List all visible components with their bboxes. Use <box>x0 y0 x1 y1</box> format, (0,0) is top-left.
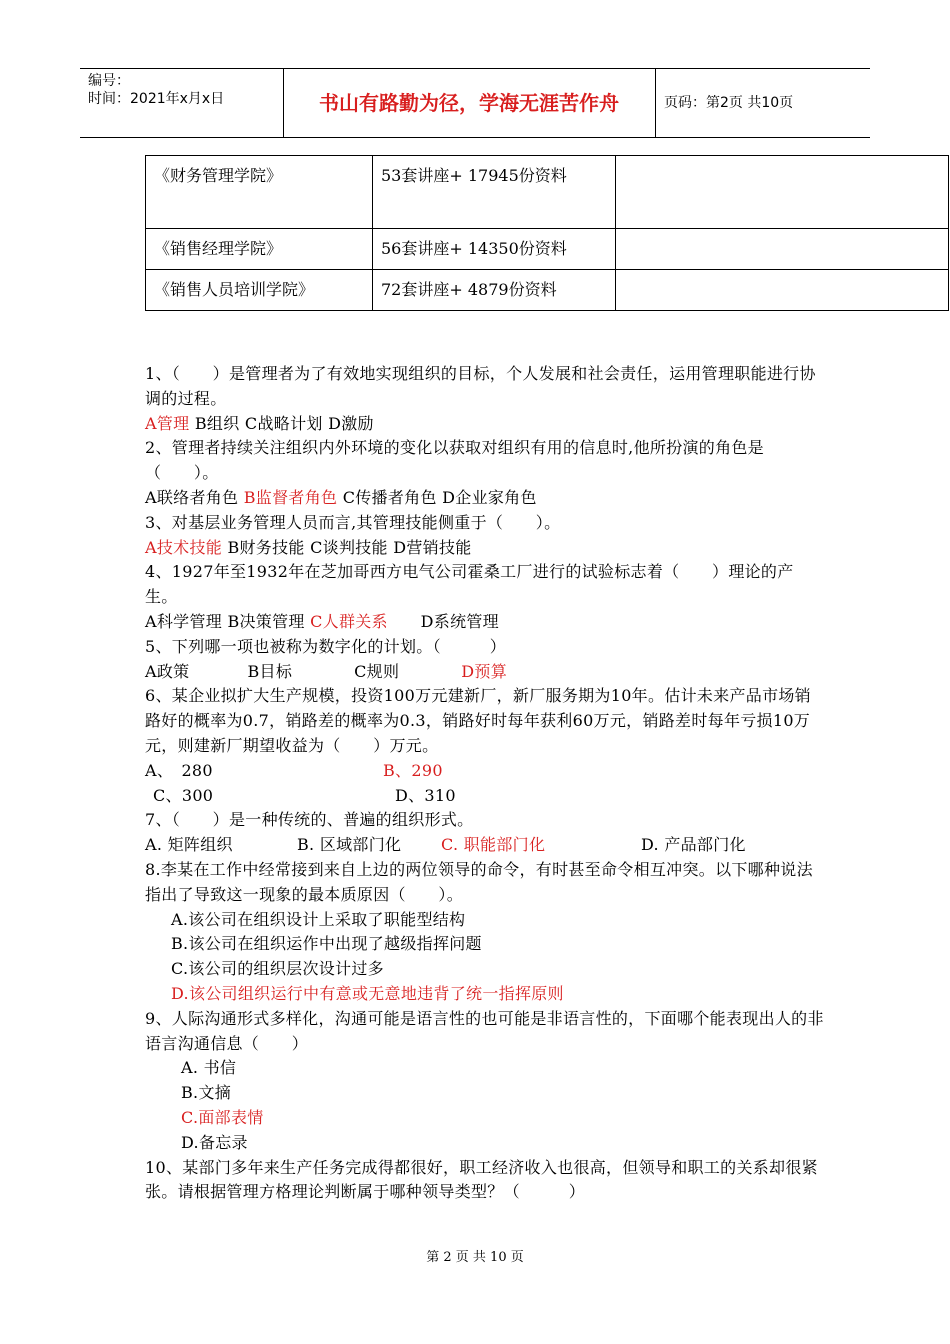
option: D系统管理 <box>420 611 499 631</box>
question-stem: 2、管理者持续关注组织内外环境的变化以获取对组织有用的信息时,他所扮演的角色是（ ）。 <box>145 438 764 483</box>
option: B组织 <box>194 413 240 433</box>
question-options <box>145 412 825 437</box>
option: C谈判技能 <box>310 537 388 557</box>
number-label: 编号： <box>88 73 130 89</box>
resource-extra <box>616 229 949 270</box>
option: D. 产品部门化 <box>641 835 746 855</box>
date-label: 时间：2021年x月x日 <box>88 91 225 107</box>
resource-name: 《财务管理学院》 <box>146 156 373 229</box>
page-header <box>80 68 870 138</box>
header-page-number: 页码：第2页 共10页 <box>664 95 794 111</box>
question-options <box>145 660 825 685</box>
page-footer: 第 2 页 共 10 页 <box>426 1250 524 1265</box>
question-options <box>145 610 825 635</box>
option: B. 区域部门化 <box>297 835 402 855</box>
table-row <box>146 270 949 311</box>
option-correct: B、290 <box>383 760 443 780</box>
question-stem: 5、下列哪一项也被称为数字化的计划。（ ） <box>145 636 507 656</box>
option-correct: A管理 <box>145 413 190 433</box>
option: A政策 <box>145 661 190 681</box>
option: C战略计划 <box>244 413 323 433</box>
option-correct: D.该公司组织运行中有意或无意地违背了统一指挥原则 <box>171 983 564 1003</box>
option: B目标 <box>247 661 293 681</box>
question-options <box>145 536 825 561</box>
option: D.备忘录 <box>181 1132 248 1152</box>
resource-table <box>145 155 949 311</box>
option: A、 280 <box>145 760 213 780</box>
resource-extra <box>616 156 949 229</box>
option: C规则 <box>354 661 400 681</box>
option: A联络者角色 <box>145 487 239 507</box>
question-stem: 8.李某在工作中经常接到来自上边的两位领导的命令，有时甚至命令相互冲突。以下哪种说法指出了导致这一现象的最本质原因（ ）。 <box>145 859 813 904</box>
resource-name: 《销售经理学院》 <box>146 229 373 270</box>
question-options <box>145 759 825 784</box>
resource-content: 72套讲座+ 4879份资料 <box>373 270 616 311</box>
question-options <box>145 486 825 511</box>
option: B.文摘 <box>181 1083 232 1103</box>
question-stem: 6、某企业拟扩大生产规模，投资100万元建新厂，新厂服务期为10年。估计未来产品市场销路好的概率为0.7，销路差的概率为0.3，销路好时每年获利60万元，销路差时每年亏损10万元，则建新厂期望收益为（ ）万元。 <box>145 686 811 755</box>
question-options <box>145 833 825 858</box>
option: A. 矩阵组织 <box>145 835 233 855</box>
header-divider <box>655 69 656 137</box>
table-row <box>146 229 949 270</box>
question-stem: 1、（ ）是管理者为了有效地实现组织的目标，个人发展和社会责任，运用管理职能进行协调的过程。 <box>145 364 816 408</box>
question-stem: 3、对基层业务管理人员而言,其管理技能侧重于（ ）。 <box>145 512 561 532</box>
option: C、300 <box>153 785 214 805</box>
option: A.该公司在组织设计上采取了职能型结构 <box>171 909 466 929</box>
header-motto: 书山有路勤为径，学海无涯苦作舟 <box>319 91 619 115</box>
resource-name: 《销售人员培训学院》 <box>146 270 373 311</box>
option-correct: B监督者角色 <box>243 487 338 507</box>
question-stem: 7、（ ）是一种传统的、普遍的组织形式。 <box>145 810 474 830</box>
resource-content: 56套讲座+ 14350份资料 <box>373 229 616 270</box>
option: D、310 <box>395 785 456 805</box>
question-options <box>145 784 825 809</box>
option: C传播者角色 <box>342 487 437 507</box>
option: A科学管理 <box>145 611 223 631</box>
resource-content: 53套讲座+ 17945份资料 <box>373 156 616 229</box>
option: B.该公司在组织运作中出现了越级指挥问题 <box>171 934 482 954</box>
question-stem: 9、人际沟通形式多样化，沟通可能是语言性的也可能是非语言性的，下面哪个能表现出人的非语言沟通信息（ ） <box>145 1008 824 1053</box>
question-stem: 10、某部门多年来生产任务完成得都很好，职工经济收入也很高，但领导和职工的关系却很紧张。请根据管理方格理论判断属于哪种领导类型？（ ） <box>145 1157 818 1202</box>
option-correct: C.面部表情 <box>181 1107 264 1127</box>
option: D企业家角色 <box>442 487 537 507</box>
option-correct: C. 职能部门化 <box>441 835 546 855</box>
question-list <box>145 362 825 1205</box>
option: C.该公司的组织层次设计过多 <box>171 959 384 979</box>
option-correct: C人群关系 <box>310 611 388 631</box>
option-correct: D预算 <box>461 661 508 681</box>
option: A. 书信 <box>181 1058 237 1078</box>
option: B财务技能 <box>227 537 305 557</box>
header-info <box>88 72 283 108</box>
option: D营销技能 <box>393 537 472 557</box>
resource-extra <box>616 270 949 311</box>
question-stem: 4、1927年至1932年在芝加哥西方电气公司霍桑工厂进行的试验标志着（ ）理论的产生。 <box>145 562 794 607</box>
option: D激励 <box>328 413 374 433</box>
option-correct: A技术技能 <box>145 537 223 557</box>
option: B决策管理 <box>227 611 305 631</box>
table-row <box>146 156 949 229</box>
